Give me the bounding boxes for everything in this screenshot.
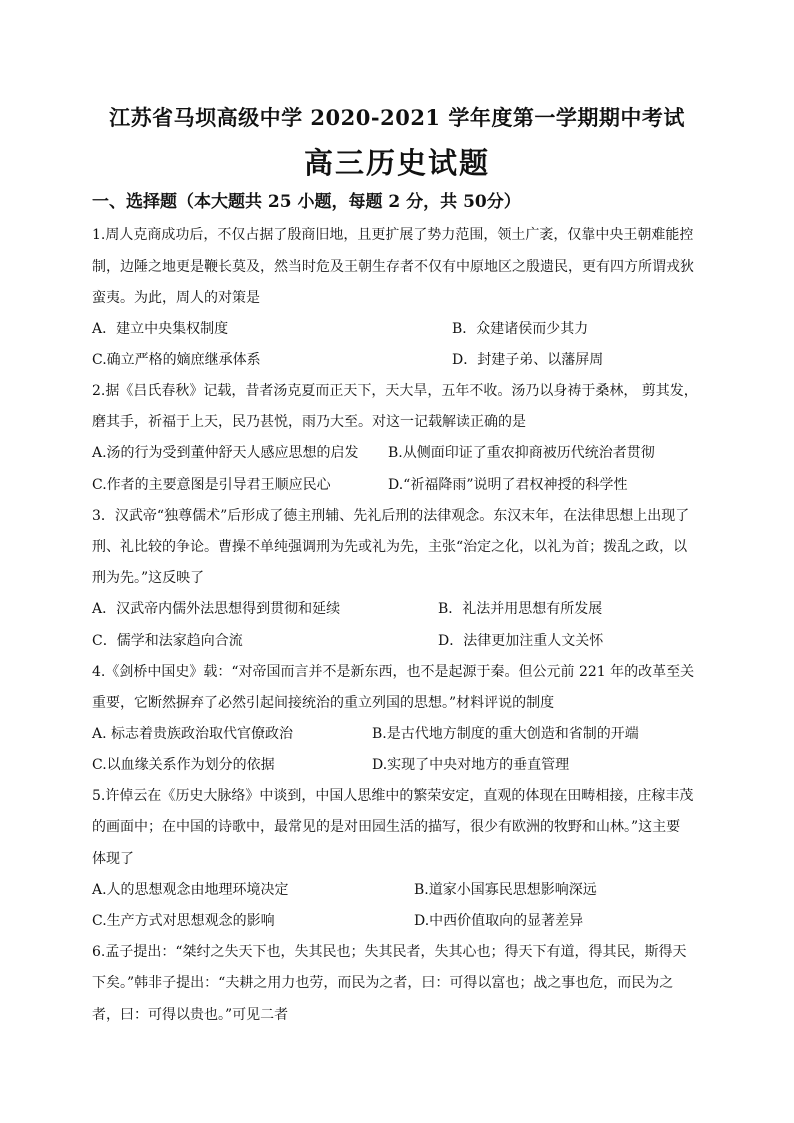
question-6-stem-line-2: 下矣。”韩非子提出：“夫耕之用力也劳，而民为之者，曰：可得以富也；战之事也危，而民为之 bbox=[92, 975, 674, 991]
question-4-option-a: A. 标志着贵族政治取代官僚政治 bbox=[92, 726, 294, 742]
question-5-stem-line-3: 体现了 bbox=[92, 851, 134, 867]
question-3-option-a: A．汉武帝内儒外法思想得到贯彻和延续 bbox=[92, 601, 341, 617]
question-5-stem-line-1: 5.许倬云在《历史大脉络》中谈到，中国人思维中的繁荣安定，直观的体现在田畴相接，庄稼丰茂 bbox=[92, 788, 694, 804]
question-1-option-a: A．建立中央集权制度 bbox=[92, 321, 229, 337]
question-1-option-d: D．封建子弟、以藩屏周 bbox=[452, 352, 604, 368]
question-5-option-c: C.生产方式对思想观念的影响 bbox=[92, 913, 275, 929]
question-1-stem-line-2: 制，边陲之地更是鞭长莫及，然当时危及王朝生存者不仅有中原地区之殷遗民，更有四方所谓戎狄 bbox=[92, 259, 694, 275]
question-3-option-d: D．法律更加注重人文关怀 bbox=[438, 633, 604, 649]
question-1-stem-line-1: 1.周人克商成功后，不仅占据了殷商旧地，且更扩展了势力范围，领土广袤，仅靠中央王朝难能控 bbox=[92, 227, 694, 243]
question-2-option-d: D.“祈福降雨”说明了君权神授的科学性 bbox=[388, 477, 628, 493]
section-heading: 一、选择题（本大题共 25 小题，每题 2 分，共 50分） bbox=[92, 192, 521, 212]
question-2-stem-line-1: 2.据《吕氏春秋》记载，昔者汤克夏而正天下，天大旱，五年不收。汤乃以身祷于桑林， 剪其发， bbox=[92, 383, 698, 399]
question-3-stem-line-3: 刑为先。”这反映了 bbox=[92, 570, 205, 586]
school-exam-title: 江苏省马坝高级中学 2020-2021 学年度第一学期期中考试 bbox=[109, 105, 685, 130]
question-6-stem-line-3: 者，曰：可得以贵也。”可见二者 bbox=[92, 1007, 289, 1023]
question-4-option-c: C.以血缘关系作为划分的依据 bbox=[92, 757, 275, 773]
question-4-stem-line-2: 重要，它断然摒弃了必然引起间接统治的重立列国的思想。”材料评说的制度 bbox=[92, 695, 555, 711]
subject-title: 高三历史试题 bbox=[303, 146, 490, 180]
question-2-stem-line-2: 磨其手，祈福于上天，民乃甚悦，雨乃大至。对这一记载解读正确的是 bbox=[92, 414, 526, 430]
question-1-stem-line-3: 蛮夷。为此，周人的对策是 bbox=[92, 290, 260, 306]
question-5-option-a: A.人的思想观念由地理环境决定 bbox=[92, 882, 289, 898]
question-2-option-b: B.从侧面印证了重农抑商被历代统治者贯彻 bbox=[388, 445, 655, 461]
question-1-option-c: C.确立严格的嫡庶继承体系 bbox=[92, 352, 261, 368]
question-5-option-b: B.道家小国寡民思想影响深远 bbox=[414, 882, 597, 898]
question-4-option-b: B.是古代地方制度的重大创造和省制的开端 bbox=[372, 726, 639, 742]
question-6-stem-line-1: 6.孟子提出：“桀纣之失天下也，失其民也；失其民者，失其心也；得天下有道，得其民，斯得天 bbox=[92, 944, 687, 960]
question-4-option-d: D.实现了中央对地方的垂直管理 bbox=[372, 757, 570, 773]
question-5-stem-line-2: 的画面中；在中国的诗歌中，最常见的是对田园生活的描写，很少有欧洲的牧野和山林。”这主要 bbox=[92, 819, 681, 835]
question-3-stem-line-2: 刑、礼比较的争论。曹操不单纯强调刑为先或礼为先，主张“治定之化，以礼为首；拨乱之政，以 bbox=[92, 539, 688, 555]
question-3-option-c: C．儒学和法家趋向合流 bbox=[92, 633, 243, 649]
question-3-option-b: B．礼法并用思想有所发展 bbox=[438, 601, 603, 617]
question-2-option-c: C.作者的主要意图是引导君王顺应民心 bbox=[92, 477, 331, 493]
question-4-stem-line-1: 4.《剑桥中国史》载：“对帝国而言并不是新东西，也不是起源于秦。但公元前 221 年的改革至关 bbox=[92, 664, 695, 680]
question-5-option-d: D.中西价值取向的显著差异 bbox=[414, 913, 584, 929]
question-2-option-a: A.汤的行为受到董仲舒天人感应思想的启发 bbox=[92, 445, 359, 461]
question-1-option-b: B．众建诸侯而少其力 bbox=[452, 321, 589, 337]
question-3-stem-line-1: 3．汉武帝“独尊儒术”后形成了德主刑辅、先礼后刑的法律观念。东汉末年，在法律思想上出现了 bbox=[92, 508, 690, 524]
